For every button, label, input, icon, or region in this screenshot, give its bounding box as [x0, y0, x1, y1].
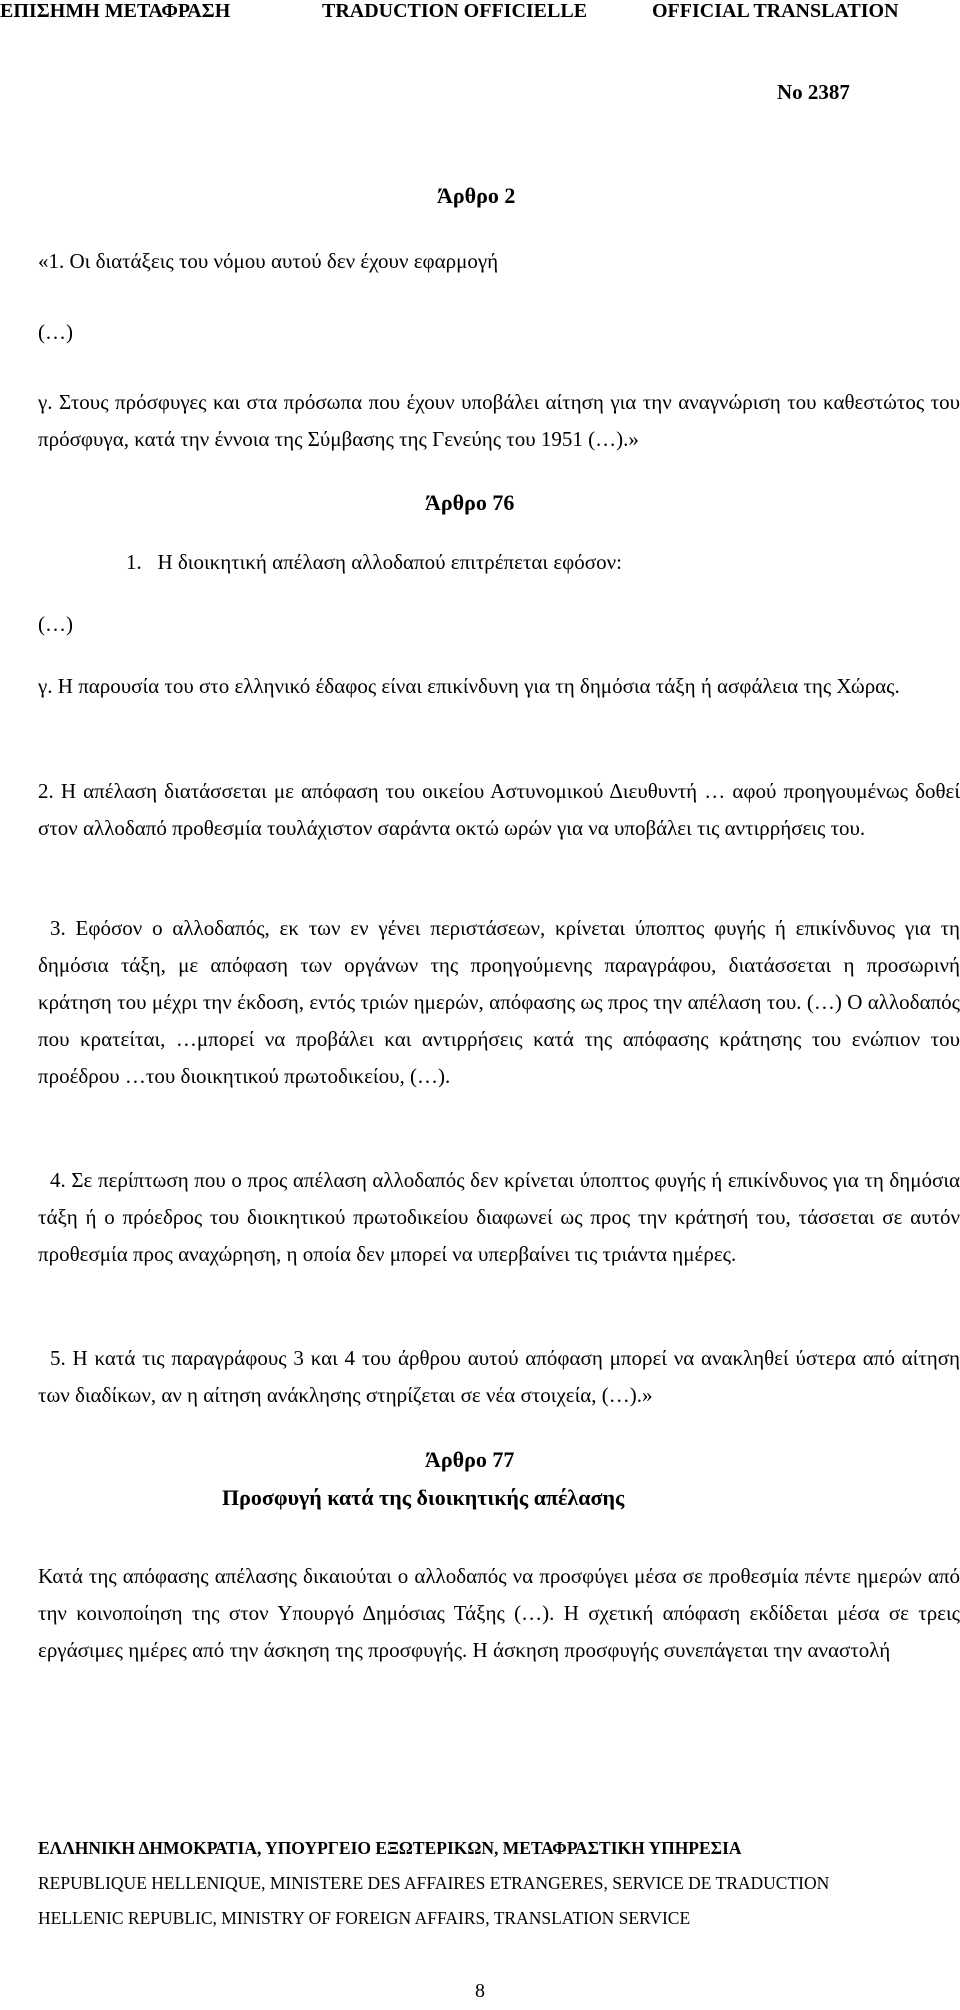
- article-76-item-2: 2. Η απέλαση διατάσσεται με απόφαση του οικείου Αστυνομικού Διευθυντή … αφού προηγουμένως δοθεί στον αλλοδαπό προθεσμία τουλάχιστον σαράντα οκτώ ωρών για να υποβάλει τις αντιρρήσεις του.: [38, 779, 960, 840]
- article-76-item-3: 3. Εφόσον ο αλλοδαπός, εκ των εν γένει περιστάσεων, κρίνεται ύποπτος φυγής ή επικίνδυνος για τη δημόσια τάξη, με απόφαση των οργάνων της προηγούμενης παραγράφου, διατάσσεται η προσωρινή κράτηση του μέχρι την έκδοση, εντός τριών ημερών, απόφασης ως προς την απέλαση του. (…) Ο αλλοδαπός που κρατείται, …μπορεί να προβάλει και αντιρρήσεις κατά της απόφασης κράτησης του ενώπιον του προέδρου …του διοικητικού πρωτοδικείου, (…).: [38, 916, 960, 1088]
- article-76-title: Άρθρο 76: [425, 490, 515, 515]
- article-76-item-5: 5. Η κατά τις παραγράφους 3 και 4 του άρθρου αυτού απόφαση μπορεί να ανακληθεί ύστερα από αίτηση των διαδίκων, αν η αίτηση ανάκλησης στηρίζεται σε νέα στοιχεία, (…).»: [38, 1346, 960, 1407]
- article-76-ellipsis: (…): [38, 612, 73, 636]
- article-2-ellipsis: (…): [38, 320, 73, 344]
- footer-greek: ΕΛΛΗΝΙΚΗ ΔΗΜΟΚΡΑΤΙΑ, ΥΠΟΥΡΓΕΙΟ ΕΞΩΤΕΡΙΚΩΝ, ΜΕΤΑΦΡΑΣΤΙΚΗ ΥΠΗΡΕΣΙΑ: [38, 1838, 742, 1858]
- official-translation-header: [0, 0, 960, 22]
- footer-french: REPUBLIQUE HELLENIQUE, MINISTERE DES AFFAIRES ETRANGERES, SERVICE DE TRADUCTION: [38, 1873, 830, 1893]
- article-76-item-4: 4. Σε περίπτωση που ο προς απέλαση αλλοδαπός δεν κρίνεται ύποπτος φυγής ή επικίνδυνος για τη δημόσια τάξη ή ο πρόεδρος του διοικητικού πρωτοδικείου διαφωνεί ως προς την κράτησή του, τάσσεται σε αυτόν προθεσμία προς αναχώρηση, η οποία δεν μπορεί να υπερβαίνει τις τριάντα ημέρες.: [38, 1168, 960, 1266]
- article-77-subtitle: Προσφυγή κατά της διοικητικής απέλασης: [222, 1485, 625, 1510]
- article-76-item-g: γ. Η παρουσία του στο ελληνικό έδαφος είναι επικίνδυνη για τη δημόσια τάξη ή ασφάλεια της Χώρας.: [38, 674, 900, 698]
- footer-english: HELLENIC REPUBLIC, MINISTRY OF FOREIGN AFFAIRS, TRANSLATION SERVICE: [38, 1908, 691, 1928]
- document-number: No 2387: [777, 80, 850, 104]
- header-greek: ΕΠΙΣΗΜΗ ΜΕΤΑΦΡΑΣΗ: [0, 0, 231, 22]
- article-2-line-1: «1. Οι διατάξεις του νόμου αυτού δεν έχουν εφαρμογή: [38, 249, 499, 273]
- article-76-item-1: 1. Η διοικητική απέλαση αλλοδαπού επιτρέπεται εφόσον:: [126, 550, 622, 574]
- article-77-body: Κατά της απόφασης απέλασης δικαιούται ο αλλοδαπός να προσφύγει μέσα σε προθεσμία πέντε ημερών από την κοινοποίηση της στον Υπουργό Δημόσιας Τάξης (…). Η σχετική απόφαση εκδίδεται μέσα σε τρεις εργάσιμες ημέρες από την άσκηση της προσφυγής. Η άσκηση προσφυγής συνεπάγεται την αναστολή: [38, 1564, 960, 1662]
- article-2-paragraph-g: γ. Στους πρόσφυγες και στα πρόσωπα που έχουν υποβάλει αίτηση για την αναγνώριση του καθεστώτος του πρόσφυγα, κατά την έννοια της Σύμβασης της Γενεύης του 1951 (…).»: [38, 390, 960, 451]
- footer: [38, 1837, 938, 1929]
- article-77-title: Άρθρο 77: [425, 1447, 515, 1472]
- article-2-title: Άρθρο 2: [437, 183, 516, 208]
- page-number: 8: [475, 1980, 485, 2002]
- header-french: TRADUCTION OFFICIELLE: [322, 0, 588, 22]
- header-english: OFFICIAL TRANSLATION: [652, 0, 899, 22]
